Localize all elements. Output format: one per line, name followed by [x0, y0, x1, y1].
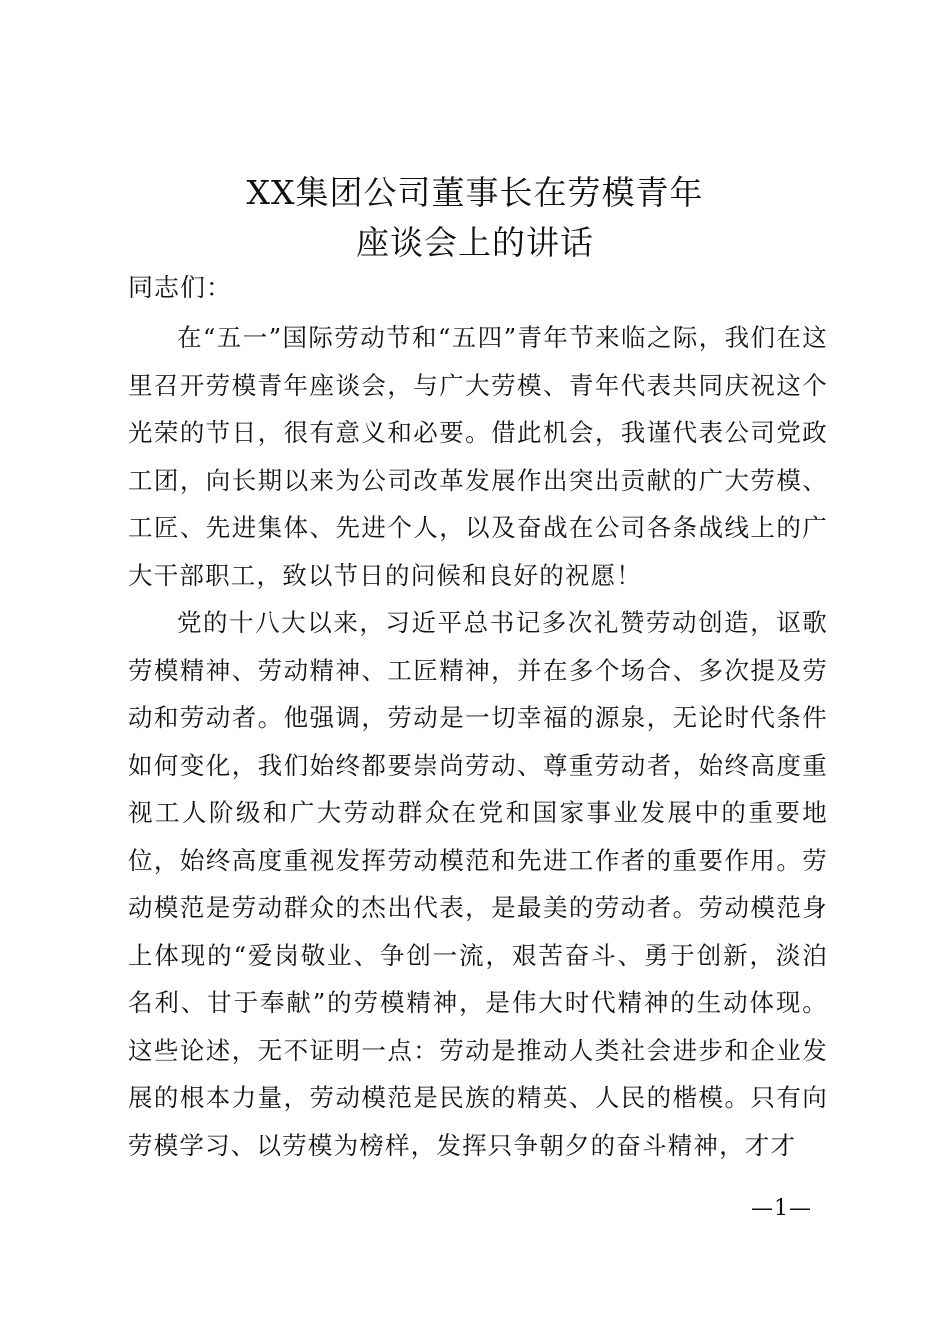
salutation: 同志们： — [128, 273, 233, 302]
paragraph-1: 在“五一”国际劳动节和“五四”青年节来临之际，我们在这里召开劳模青年座谈会，与广大劳模、青年代表共同庆祝这个光荣的节日，很有意义和必要。借此机会，我谨代表公司党政工团，向长期以来为公司改革发展作出突出贡献的广大劳模、工匠、先进集体、先进个人，以及奋战在公司各条战线上的广大干部职工，致以节日的问候和良好的祝愿！ — [128, 323, 828, 590]
document-title-line-1: XX集团公司董事长在劳模青年 — [246, 173, 704, 212]
page-number: —1— — [751, 1196, 812, 1221]
document-title-line-2: 座谈会上的讲话 — [356, 223, 594, 262]
paragraph-2: 党的十八大以来，习近平总书记多次礼赞劳动创造，讴歌劳模精神、劳动精神、工匠精神，并在多个场合、多次提及劳动和劳动者。他强调，劳动是一切幸福的源泉，无论时代条件如何变化，我们始终都要崇尚劳动、尊重劳动者，始终高度重视工人阶级和广大劳动群众在党和国家事业发展中的重要地位，始终高度重视发挥劳动模范和先进工作者的重要作用。劳动模范是劳动群众的杰出代表，是最美的劳动者。劳动模范身上体现的“爱岗敬业、争创一流，艰苦奋斗、勇于创新，淡泊名利、甘于奉献”的劳模精神，是伟大时代精神的生动体现。这些论述，无不证明一点：劳动是推动人类社会进步和企业发展的根本力量，劳动模范是民族的精英、人民的楷模。只有向劳模学习、以劳模为榜样，发挥只争朝夕的奋斗精神，才才 — [128, 608, 828, 1160]
document-body — [128, 270, 828, 1169]
